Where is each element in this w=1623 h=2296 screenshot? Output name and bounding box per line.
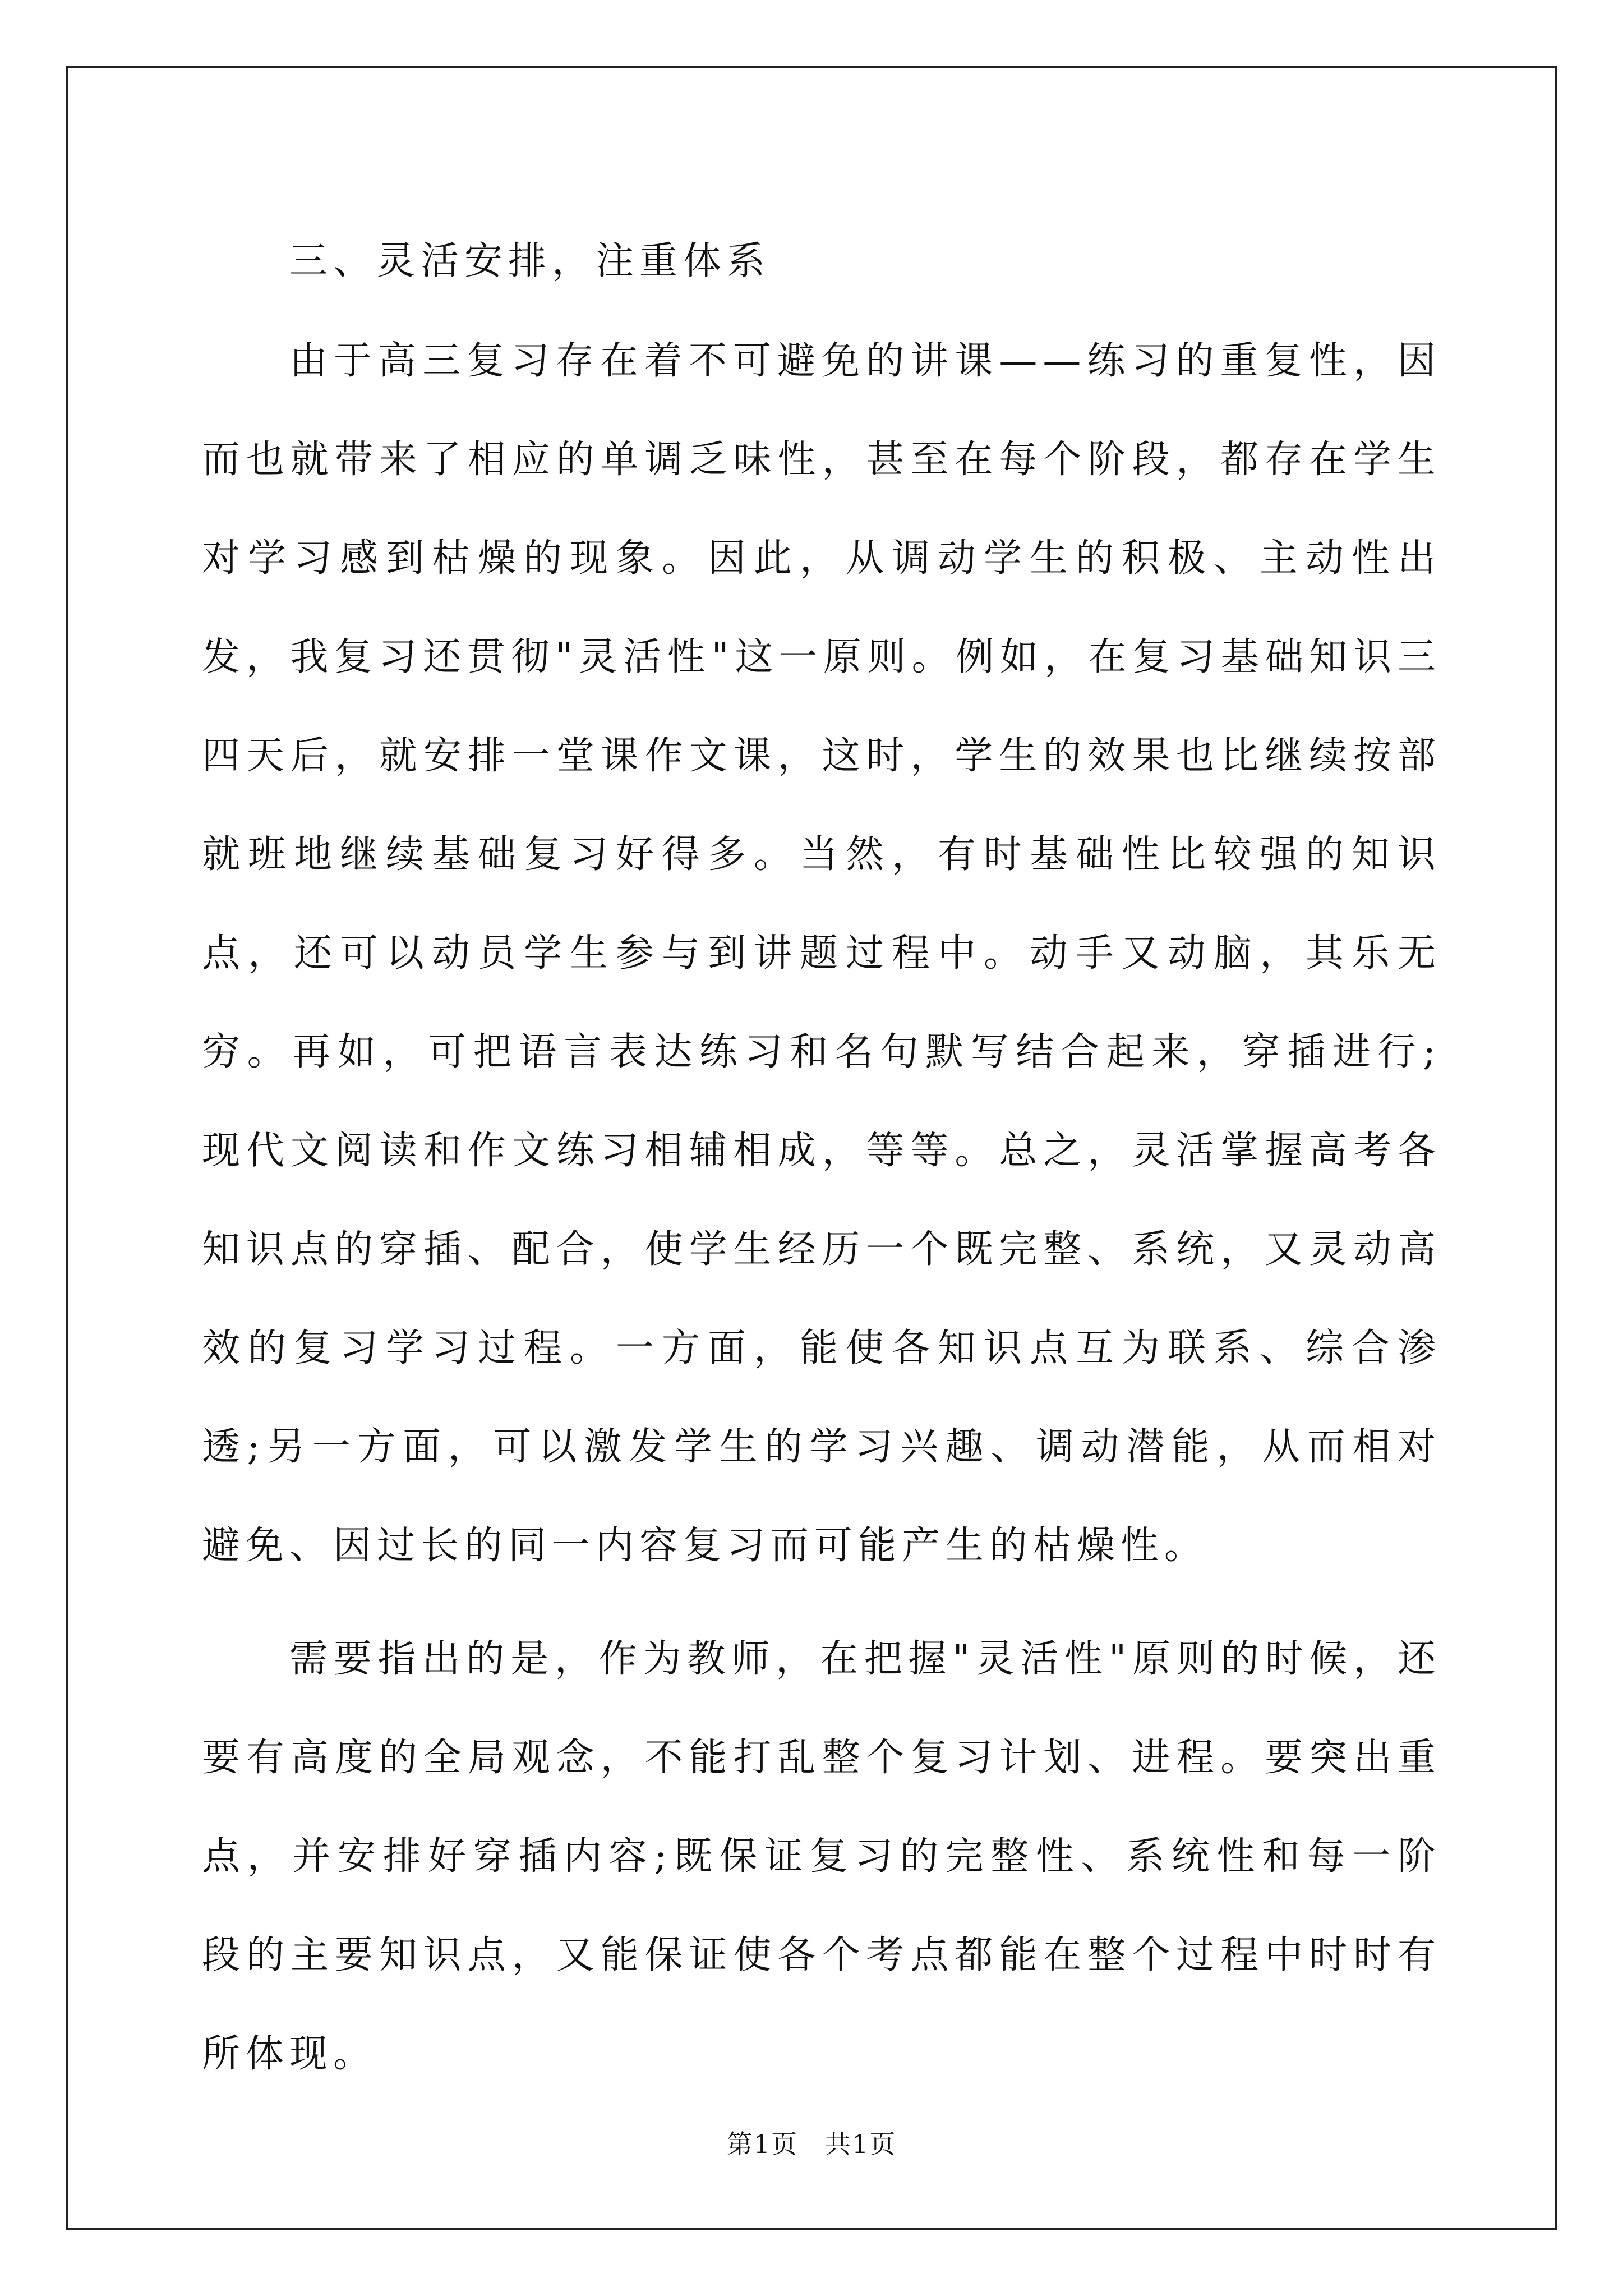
page-footer: 第1页 共1页 bbox=[726, 2129, 897, 2159]
paragraph-2: 需要指出的是，作为教师，在把握"灵活性"原则的时候，还要有高度的全局观念，不能打乱整个复习计划、进程。要突出重点，并安排好穿插内容;既保证复习的完整性、系统性和每一阶段的主要知识点，又能保证使各个考点都能在整个过程中时时有所体现。 bbox=[202, 1637, 1441, 2076]
section-heading: 三、灵活安排，注重体系 bbox=[289, 239, 771, 283]
document-body bbox=[202, 212, 1441, 2104]
paragraph-1: 由于高三复习存在着不可避免的讲课——练习的重复性，因而也就带来了相应的单调乏味性，甚至在每个阶段，都存在学生对学习感到枯燥的现象。因此，从调动学生的积极、主动性出发，我复习还贯彻"灵活性"这一原则。例如，在复习基础知识三四天后，就安排一堂课作文课，这时，学生的效果也比继续按部就班地继续基础复习好得多。当然，有时基础性比较强的知识点，还可以动员学生参与到讲题过程中。动手又动脑，其乐无穷。再如，可把语言表达练习和名句默写结合起来，穿插进行;现代文阅读和作文练习相辅相成，等等。总之，灵活掌握高考各知识点的穿插、配合，使学生经历一个既完整、系统，又灵动高效的复习学习过程。一方面，能使各知识点互为联系、综合渗透;另一方面，可以激发学生的学习兴趣、调动潜能，从而相对避免、因过长的同一内容复习而可能产生的枯燥性。 bbox=[202, 339, 1441, 1568]
